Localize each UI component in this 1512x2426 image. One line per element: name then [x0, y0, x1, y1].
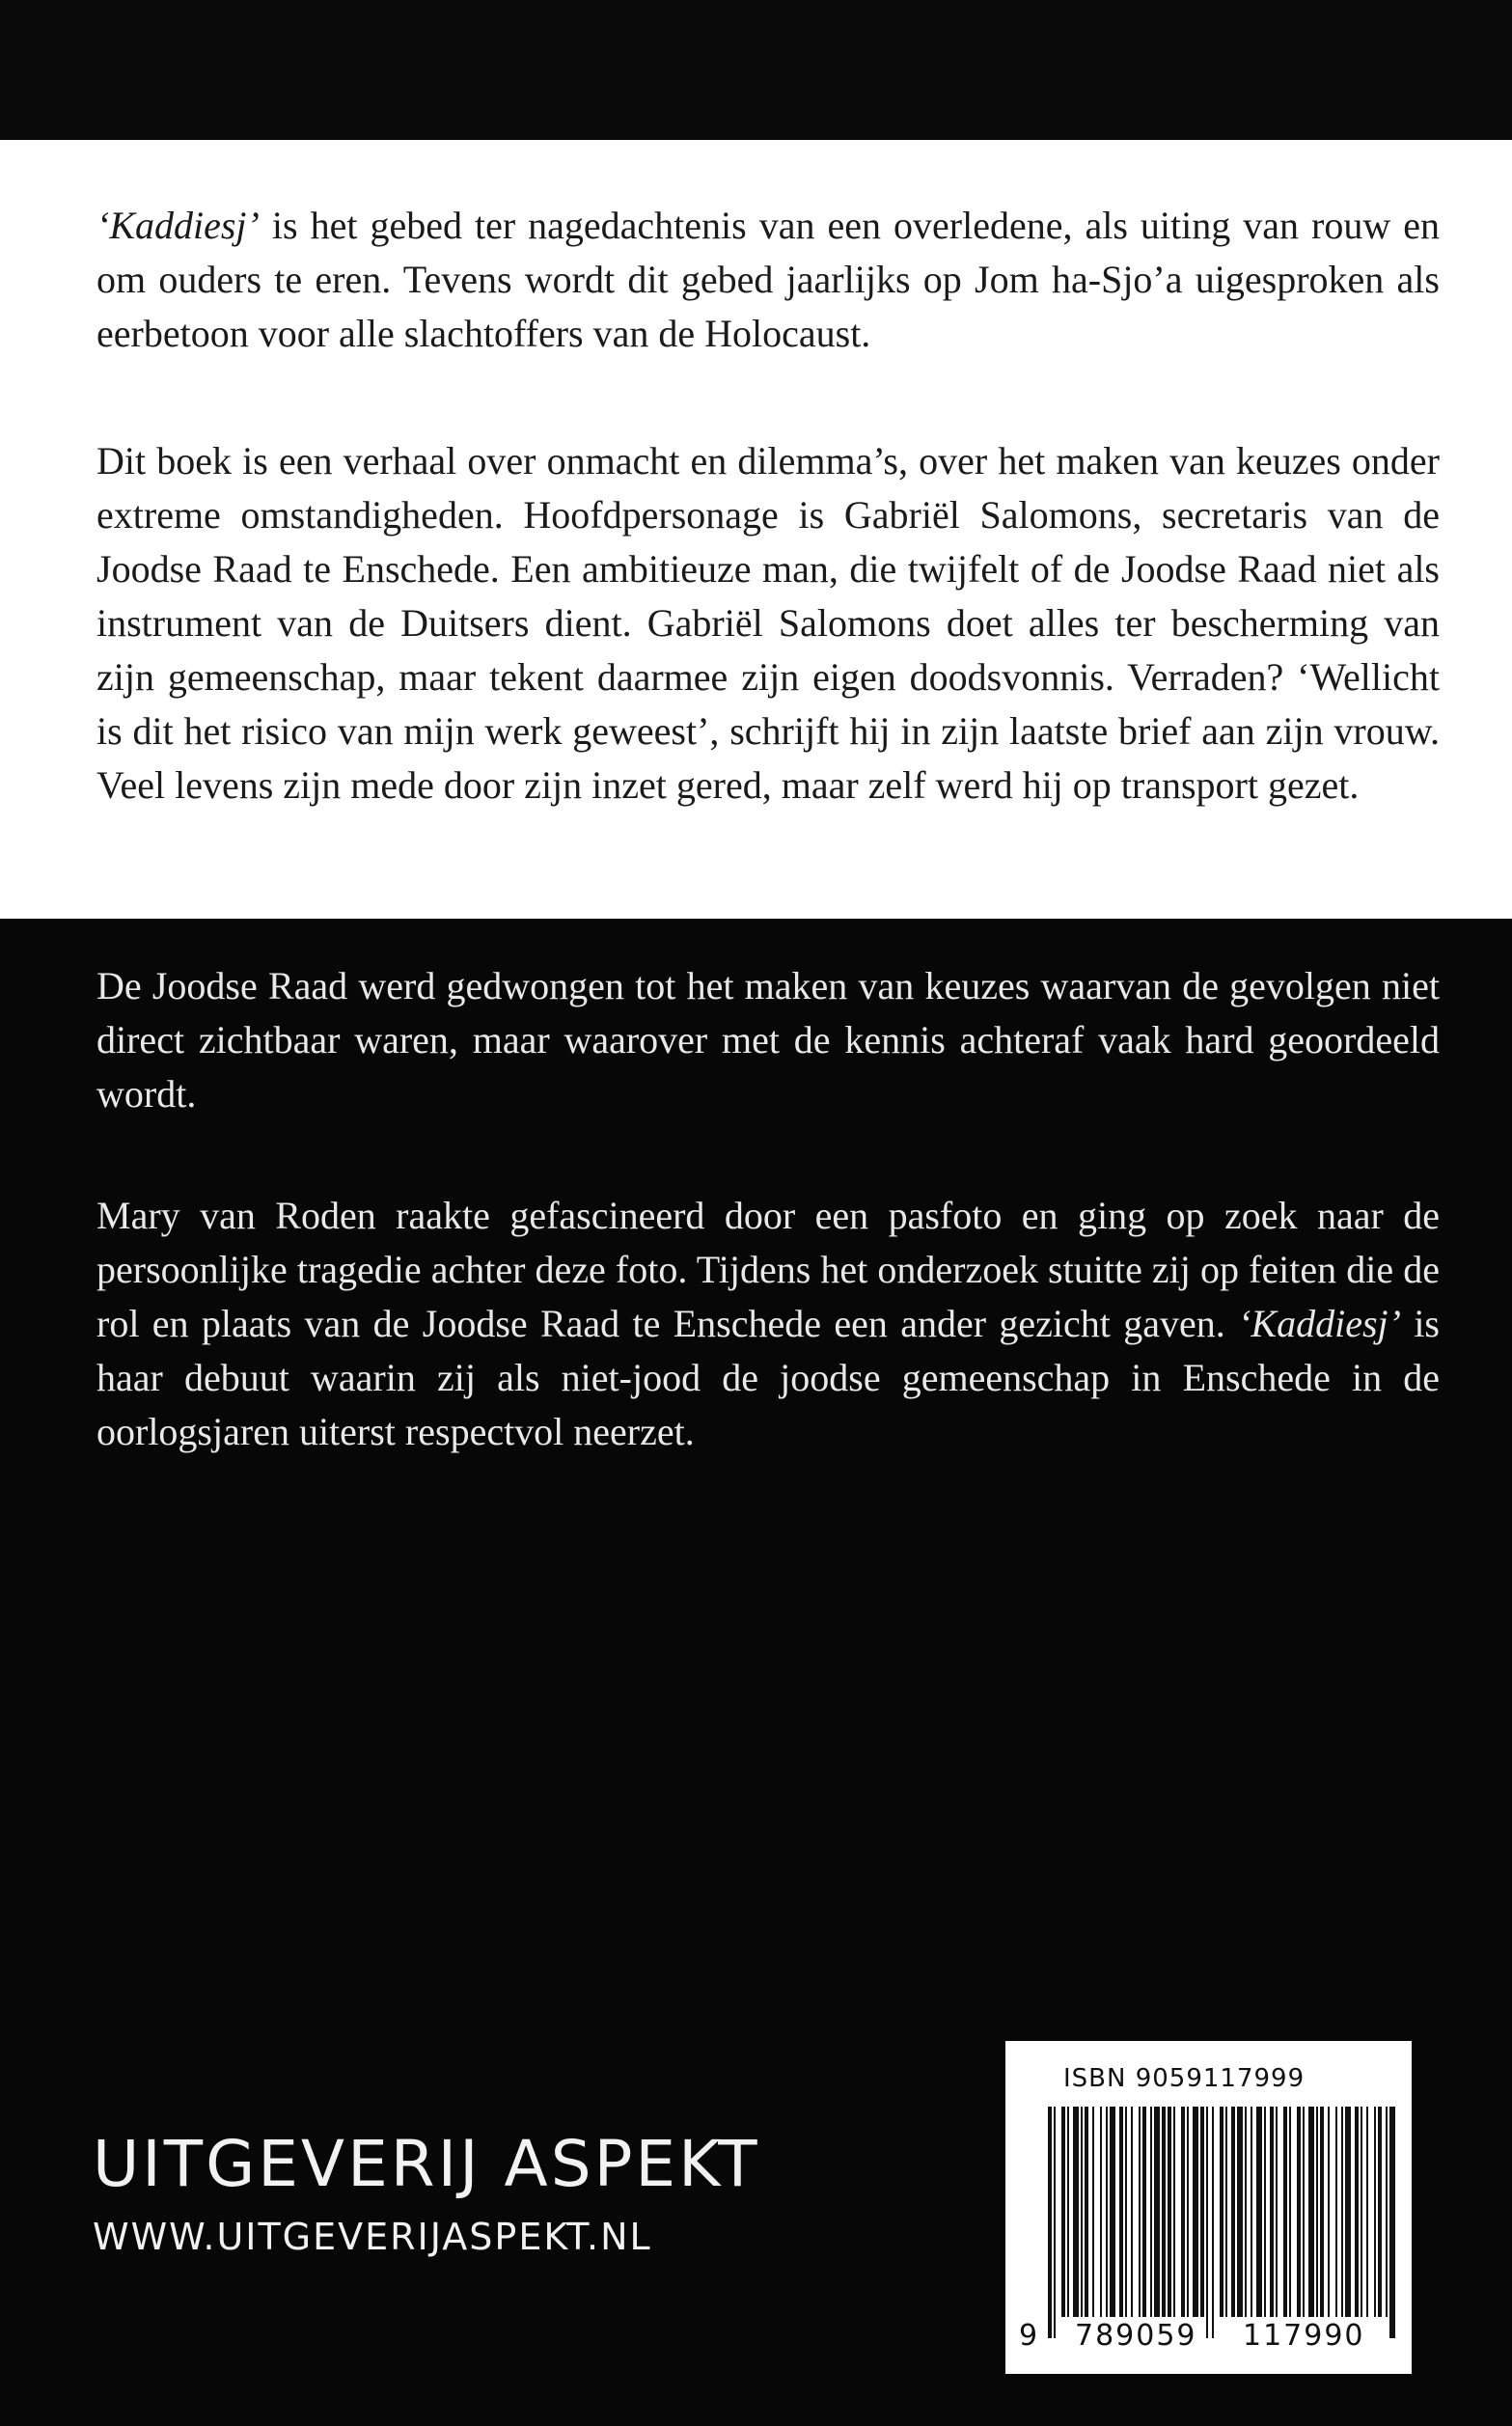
barcode-bar	[1378, 2107, 1382, 2317]
publisher-url: WWW.UITGEVERIJASPEKT.NL	[93, 2216, 652, 2258]
barcode-bar	[1237, 2107, 1243, 2317]
author-paragraph	[96, 1189, 1440, 1459]
barcode-digits-group2: 117990	[1243, 2319, 1365, 2353]
barcode-bar	[1355, 2107, 1359, 2317]
intro-paragraph	[96, 199, 1440, 361]
isbn-label: ISBN 9059117999	[1063, 2064, 1306, 2093]
barcode-bar	[1119, 2107, 1123, 2317]
barcode-bar	[1106, 2107, 1108, 2317]
barcode-bar	[1231, 2107, 1235, 2317]
barcode-bar	[1154, 2107, 1160, 2317]
barcode-bar	[1297, 2107, 1301, 2317]
barcode-bar	[1150, 2107, 1152, 2317]
barcode-bar	[1067, 2107, 1069, 2317]
barcode-bar	[1181, 2107, 1185, 2317]
author-text-after: is haar debuut waarin zij als niet-jood de joodse gemeenschap in Enschede in de oorlogsjaren uiterst respectvol neerzet.	[96, 1302, 1440, 1453]
barcode-bar	[1251, 2107, 1252, 2317]
barcode-bar	[1328, 2107, 1330, 2317]
barcode-bar	[1256, 2107, 1262, 2317]
barcode-bar	[1308, 2107, 1314, 2317]
barcode-bar	[1386, 2107, 1388, 2317]
barcode-bar	[1085, 2107, 1088, 2317]
barcode-bar	[1335, 2107, 1337, 2317]
barcode-bar	[1173, 2107, 1175, 2317]
barcode-bar	[1220, 2107, 1223, 2317]
barcode-bar	[1092, 2107, 1094, 2317]
barcode-bar	[1048, 2107, 1052, 2338]
barcode-bar	[1345, 2107, 1351, 2317]
barcode-digit-first: 9	[1019, 2319, 1040, 2353]
barcode-bar	[1283, 2107, 1287, 2317]
top-dark-band	[0, 0, 1512, 140]
barcode-bar	[1206, 2107, 1208, 2338]
publisher-block	[93, 2128, 760, 2261]
barcode-box	[1005, 2041, 1412, 2374]
barcode-bar	[1187, 2107, 1189, 2317]
barcode-bar	[1142, 2107, 1146, 2317]
barcode-bar	[1303, 2107, 1305, 2317]
barcode-bar	[1200, 2107, 1204, 2317]
barcode-bar	[1389, 2107, 1395, 2338]
title-italic-2: ‘Kaddiesj’	[1238, 1302, 1401, 1345]
barcode-bar	[1374, 2107, 1376, 2317]
barcode-digits-group1: 789059	[1075, 2319, 1197, 2353]
barcode-bar	[1139, 2107, 1141, 2317]
barcode-bar	[1366, 2107, 1368, 2317]
intro-text: is het gebed ter nagedachtenis van een overledene, als uiting van rouw en om ouders te eren. Tevens wordt dit gebed jaarlijks op Jom ha-Sjo’a uigesproken als eerbetoon voor alle slachtoffers van de Holocaust.	[96, 204, 1440, 355]
barcode-bar	[1131, 2107, 1133, 2317]
barcode-bar	[1316, 2107, 1318, 2317]
barcode-bar	[1361, 2107, 1362, 2317]
barcode-bar	[1289, 2107, 1291, 2317]
publisher-name: UITGEVERIJ ASPEKT	[93, 2127, 760, 2201]
context-paragraph: De Joodse Raad werd gedwongen tot het maken van keuzes waarvan de gevolgen niet direct zichtbaar waren, maar waarover met de kennis achteraf vaak hard geoordeeld wordt.	[96, 964, 1440, 1116]
story-paragraph: Dit boek is een verhaal over onmacht en dilemma’s, over het maken van keuzes onder extreme omstandigheden. Hoofdpersonage is Gabriël Salomons, secretaris van de Joodse Raad te Enschede. Een ambitieuze man, die twijfelt of de Joodse Raad niet als instrument van de Duitsers dient. Gabriël Salomons doet alles ter bescherming van zijn gemeenschap, maar tekent daarmee zijn eigen doodsvonnis. Verraden? ‘Wellicht is dit het risico van mijn werk geweest’, schrijft hij in zijn laatste brief aan zijn vrouw. Veel levens zijn mede door zijn inzet gered, maar zelf werd hij op transport gezet.	[96, 439, 1440, 807]
title-italic: ‘Kaddiesj’	[96, 204, 260, 247]
barcode-bar	[1125, 2107, 1127, 2317]
barcode-bar	[1061, 2107, 1065, 2317]
barcode-bar	[1276, 2107, 1278, 2317]
barcode-bar	[1073, 2107, 1079, 2317]
barcode-bar	[1168, 2107, 1171, 2317]
barcode-bar	[1225, 2107, 1227, 2317]
barcode-bar	[1110, 2107, 1115, 2317]
barcode-bar	[1245, 2107, 1247, 2317]
barcode-bar	[1341, 2107, 1343, 2317]
author-text-before: Mary van Roden raakte gefascineerd door een pasfoto en ging op zoek naar de persoonlijke tragedie achter deze foto. Tijdens het onderzoek stuitte zij op feiten die de rol en plaats van de Joodse Raad te Enschede een ander gezicht gaven.	[96, 1194, 1440, 1345]
barcode-bar	[1054, 2107, 1056, 2338]
barcode-bar	[1320, 2107, 1324, 2317]
barcode-bar	[1193, 2107, 1198, 2317]
barcode-bar	[1081, 2107, 1083, 2317]
barcode-bar	[1270, 2107, 1274, 2317]
barcode-bar	[1100, 2107, 1102, 2317]
barcode-bar	[1162, 2107, 1166, 2317]
barcode-bar	[1264, 2107, 1266, 2317]
barcode-bar	[1212, 2107, 1214, 2338]
